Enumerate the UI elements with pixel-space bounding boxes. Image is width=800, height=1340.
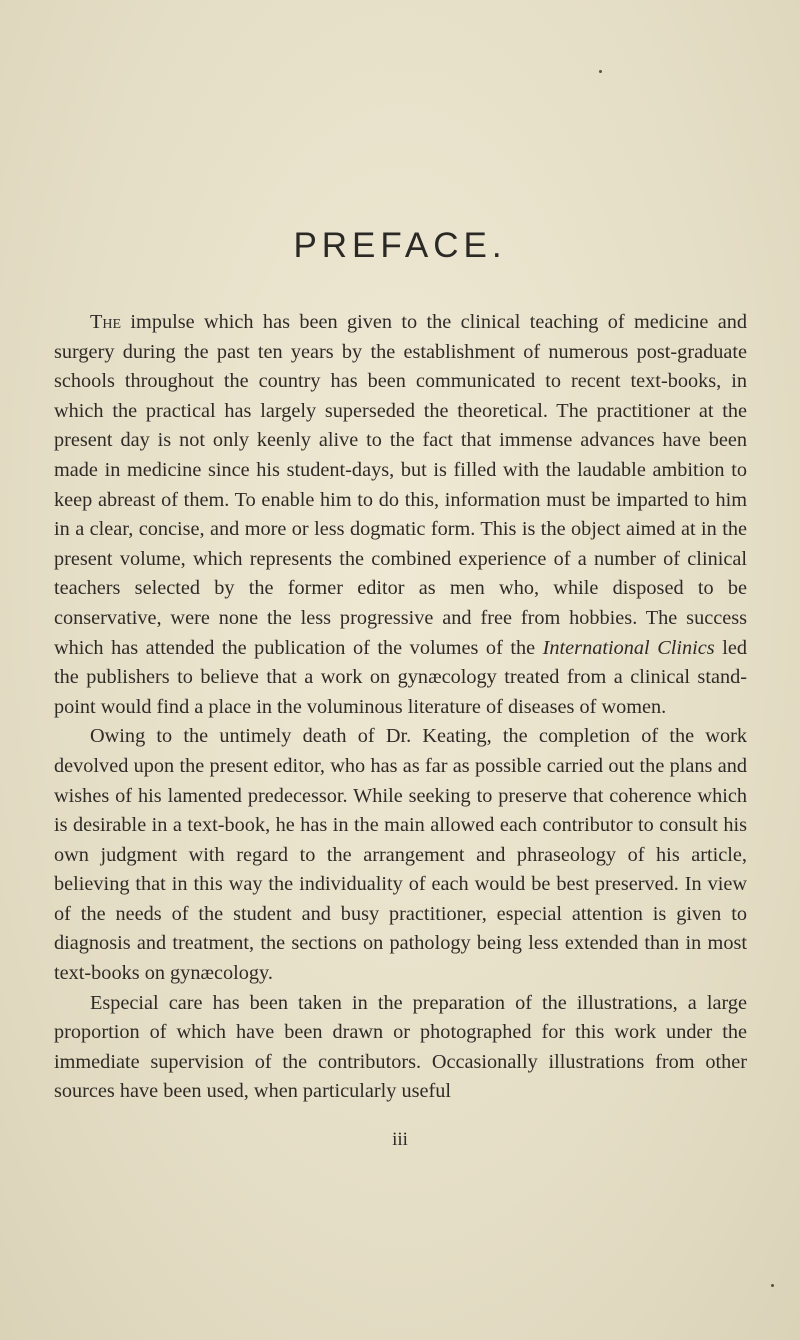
paragraph-2: Owing to the untimely death of Dr. Keating, the completion of the work devolved upon the present editor, who has as far as possible carried out the plans and wishes of his lamented predecessor. While seeking to preserve that coherence which is desirable in a text-book, he has in the main allowed each contributor to consult his own judgment with regard to the arrangement and phraseology of his article, believing that in this way the individuality of each would be best preserved. In view of the needs of the student and busy practitioner, especial attention is given to diagnosis and treatment, the sections on pathology being less extended than in most text-books on gynæcology. <box>54 725 747 985</box>
paragraph-3: Especial care has been taken in the preparation of the illustrations, a large proportion of which have been drawn or photographed for this work under the immediate supervision of the contributors. Occasionally illustrations from other sources have been used, when particularly useful <box>54 991 747 1103</box>
page-speck <box>599 70 602 73</box>
journal-title-italic: International Clinics <box>542 636 715 659</box>
paragraph-1-text-a: impulse which has been given to the clinical teaching of medicine and surgery during the past ten years by the establishment of numerous post-graduate schools throughout the country has been communicated to recent text-books, in which the practical has largely superseded the theoretical. The practitioner at the present day is not only keenly alive to the fact that immense advances have been made in medicine since his student-days, but is filled with the laudable ambition to keep abreast of them. To enable him to do this, information must be imparted to him in a clear, concise, and more or less dogmatic form. This is the object aimed at in the present volume, which represents the combined experience of a number of clinical teachers selected by the former editor as men who, while disposed to be conservative, were none the less progressive and free from hobbies. The success which has attended the publication of the volumes of the <box>54 311 747 659</box>
page-number: iii <box>392 1129 408 1150</box>
preface-body <box>54 308 747 1107</box>
page-speck <box>771 1284 774 1287</box>
paragraph-1 <box>54 308 747 722</box>
paragraph-1-text-b: led the publishers to believe that a work on gynæcology treated from a clinical stand-point would find a place in the voluminous literature of diseases of women. <box>54 636 747 718</box>
lead-word: The <box>90 311 122 333</box>
page-title: PREFACE. <box>293 226 507 265</box>
